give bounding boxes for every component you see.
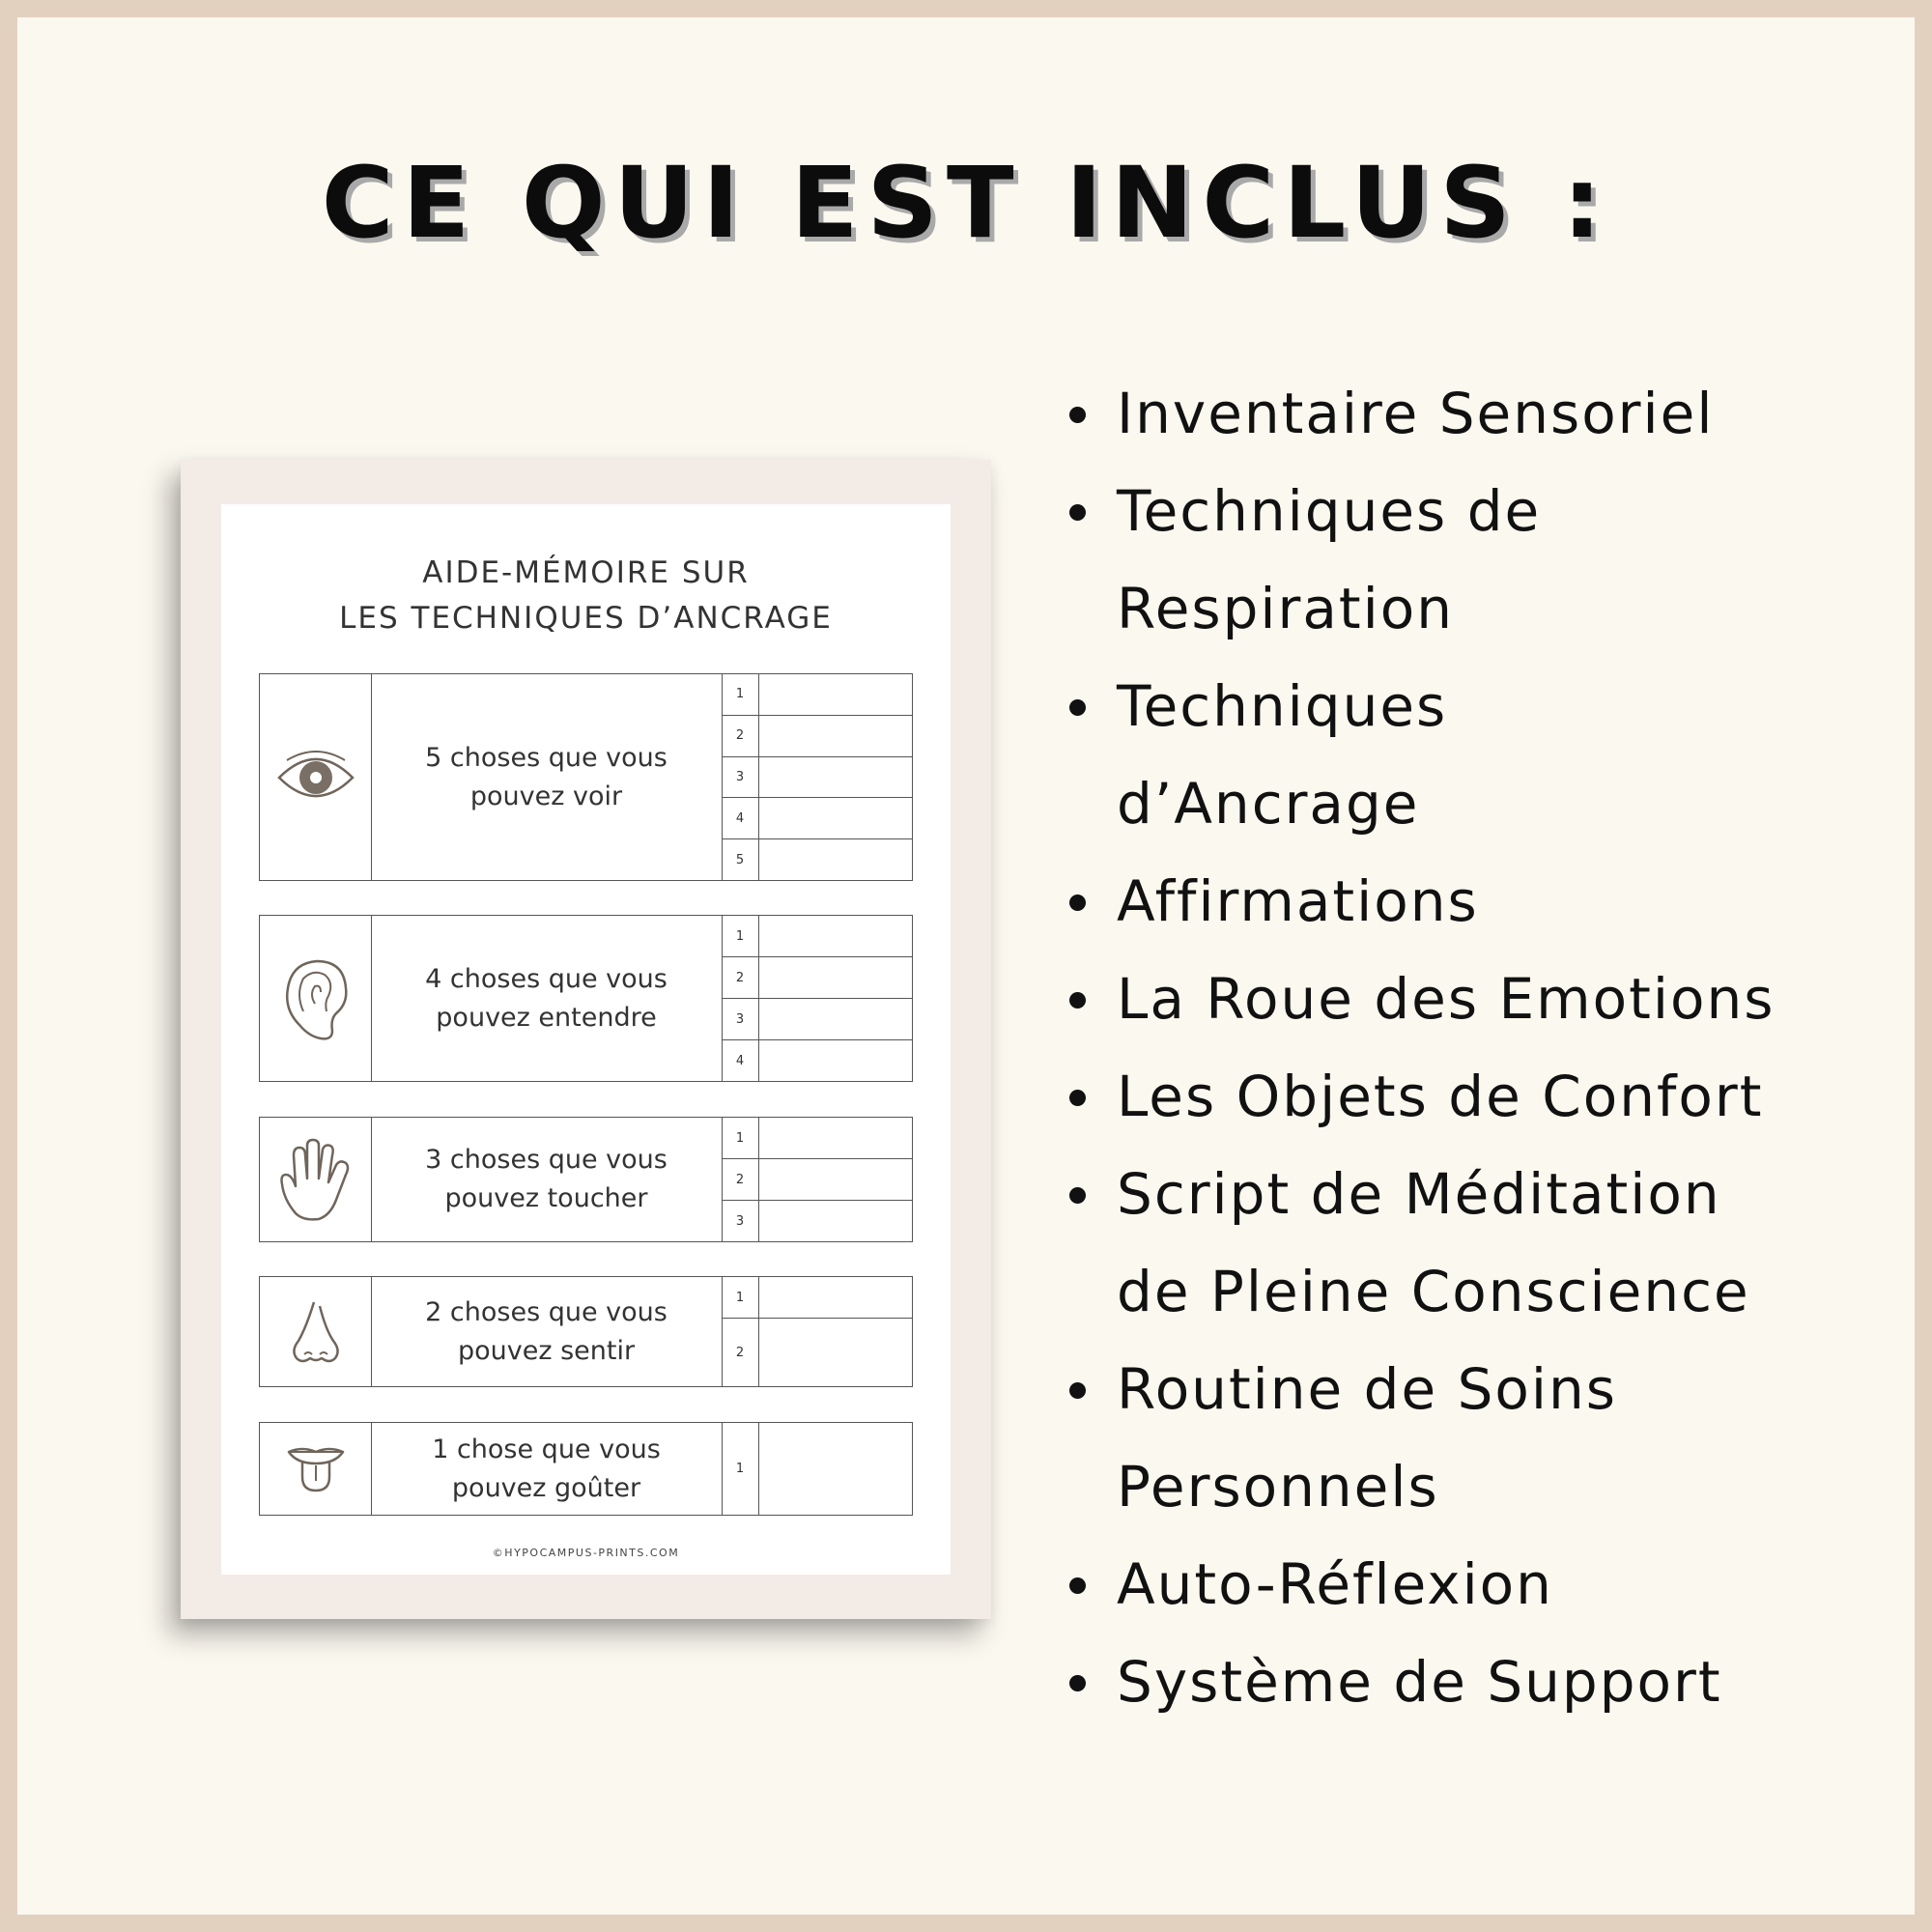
answer-blank <box>759 957 912 998</box>
sense-label-hear-line1: 4 choses que vous <box>425 963 668 994</box>
row-number: 1 <box>722 1277 759 1318</box>
headline: CE QUI EST INCLUS : <box>321 146 1611 261</box>
row-number: 1 <box>722 1118 759 1158</box>
nose-icon <box>260 1277 372 1386</box>
answer-rows-smell <box>722 1277 912 1386</box>
sense-label-hear <box>371 916 723 1081</box>
answer-blank <box>759 1159 912 1200</box>
answer-blank <box>759 1423 912 1515</box>
features-list <box>1063 365 1913 1731</box>
answer-blank <box>759 1277 912 1318</box>
feature-item: Routine de Soins <box>1063 1341 1913 1438</box>
answer-row <box>722 798 912 839</box>
row-number: 1 <box>722 916 759 956</box>
sense-label-taste <box>371 1423 723 1515</box>
sense-label-hear-line2: pouvez entendre <box>436 1002 657 1033</box>
worksheet-title-line2: LES TECHNIQUES D’ANCRAGE <box>339 601 833 636</box>
feature-item-continued: Personnels <box>1117 1454 1439 1520</box>
answer-blank <box>759 1118 912 1158</box>
worksheet-page <box>221 504 951 1575</box>
answer-row <box>722 1159 912 1201</box>
answer-row <box>722 1423 912 1515</box>
row-number: 5 <box>722 839 759 880</box>
worksheet-frame <box>181 460 991 1619</box>
answer-blank <box>759 839 912 880</box>
sense-label-see-line1: 5 choses que vous <box>425 742 668 773</box>
answer-blank <box>759 999 912 1039</box>
sense-label-see <box>371 674 723 880</box>
row-number: 2 <box>722 1319 759 1386</box>
feature-item: Auto-Réflexion <box>1063 1536 1913 1634</box>
sense-card-hear <box>259 915 913 1082</box>
answer-blank <box>759 1319 912 1386</box>
row-number: 3 <box>722 999 759 1039</box>
answer-row <box>722 839 912 880</box>
answer-blank <box>759 757 912 798</box>
hand-icon <box>260 1118 372 1241</box>
answer-rows-hear <box>722 916 912 1081</box>
sense-label-touch-line2: pouvez toucher <box>444 1183 648 1213</box>
answer-blank <box>759 1201 912 1241</box>
sense-label-taste-line1: 1 chose que vous <box>432 1434 661 1464</box>
row-number: 3 <box>722 757 759 798</box>
sense-card-smell <box>259 1276 913 1387</box>
sense-label-smell-line1: 2 choses que vous <box>425 1296 668 1327</box>
feature-item-continued: Respiration <box>1117 576 1455 641</box>
answer-rows-touch <box>722 1118 912 1241</box>
eye-icon <box>260 674 372 880</box>
row-number: 4 <box>722 1040 759 1081</box>
sense-card-see <box>259 673 913 881</box>
worksheet-title <box>221 551 951 641</box>
row-number: 2 <box>722 716 759 756</box>
sense-label-smell <box>371 1277 723 1386</box>
row-number: 2 <box>722 957 759 998</box>
sense-label-touch-line1: 3 choses que vous <box>425 1145 668 1175</box>
row-number: 1 <box>722 1423 759 1515</box>
worksheet-title-line1: AIDE-MÉMOIRE SUR <box>422 555 750 590</box>
answer-row <box>722 916 912 957</box>
answer-rows-see <box>722 674 912 880</box>
sense-card-taste <box>259 1422 913 1516</box>
ear-icon <box>260 916 372 1081</box>
sense-label-touch <box>371 1118 723 1241</box>
feature-item: La Roue des Emotions <box>1063 951 1913 1048</box>
row-number: 4 <box>722 798 759 838</box>
sense-label-see-line2: pouvez voir <box>469 781 623 811</box>
feature-item: Inventaire Sensoriel <box>1063 365 1913 463</box>
row-number: 1 <box>722 674 759 715</box>
answer-row <box>722 1277 912 1319</box>
answer-blank <box>759 916 912 956</box>
answer-blank <box>759 674 912 715</box>
feature-item: Les Objets de Confort <box>1063 1048 1913 1146</box>
answer-row <box>722 999 912 1040</box>
answer-row <box>722 674 912 716</box>
feature-item: Script de Méditation <box>1063 1146 1913 1243</box>
answer-blank <box>759 1040 912 1081</box>
feature-item: Techniques de <box>1063 463 1913 560</box>
sense-label-smell-line2: pouvez sentir <box>457 1335 636 1366</box>
feature-item: Techniques <box>1063 658 1913 755</box>
answer-rows-taste <box>722 1423 912 1515</box>
feature-item: Système de Support <box>1063 1634 1913 1731</box>
feature-item-continued: de Pleine Conscience <box>1117 1259 1750 1324</box>
feature-item-continued: d’Ancrage <box>1117 771 1420 837</box>
answer-row <box>722 716 912 757</box>
answer-row <box>722 1118 912 1159</box>
mouth-tongue-icon <box>260 1423 372 1515</box>
answer-row <box>722 1040 912 1081</box>
answer-blank <box>759 716 912 756</box>
sense-label-taste-line2: pouvez goûter <box>451 1472 641 1503</box>
worksheet-footer: ©HYPOCAMPUS-PRINTS.COM <box>492 1547 680 1559</box>
row-number: 3 <box>722 1201 759 1241</box>
answer-row <box>722 1201 912 1241</box>
answer-row <box>722 1319 912 1386</box>
answer-blank <box>759 798 912 838</box>
feature-item: Affirmations <box>1063 853 1913 951</box>
sense-card-touch <box>259 1117 913 1242</box>
answer-row <box>722 757 912 799</box>
row-number: 2 <box>722 1159 759 1200</box>
answer-row <box>722 957 912 999</box>
